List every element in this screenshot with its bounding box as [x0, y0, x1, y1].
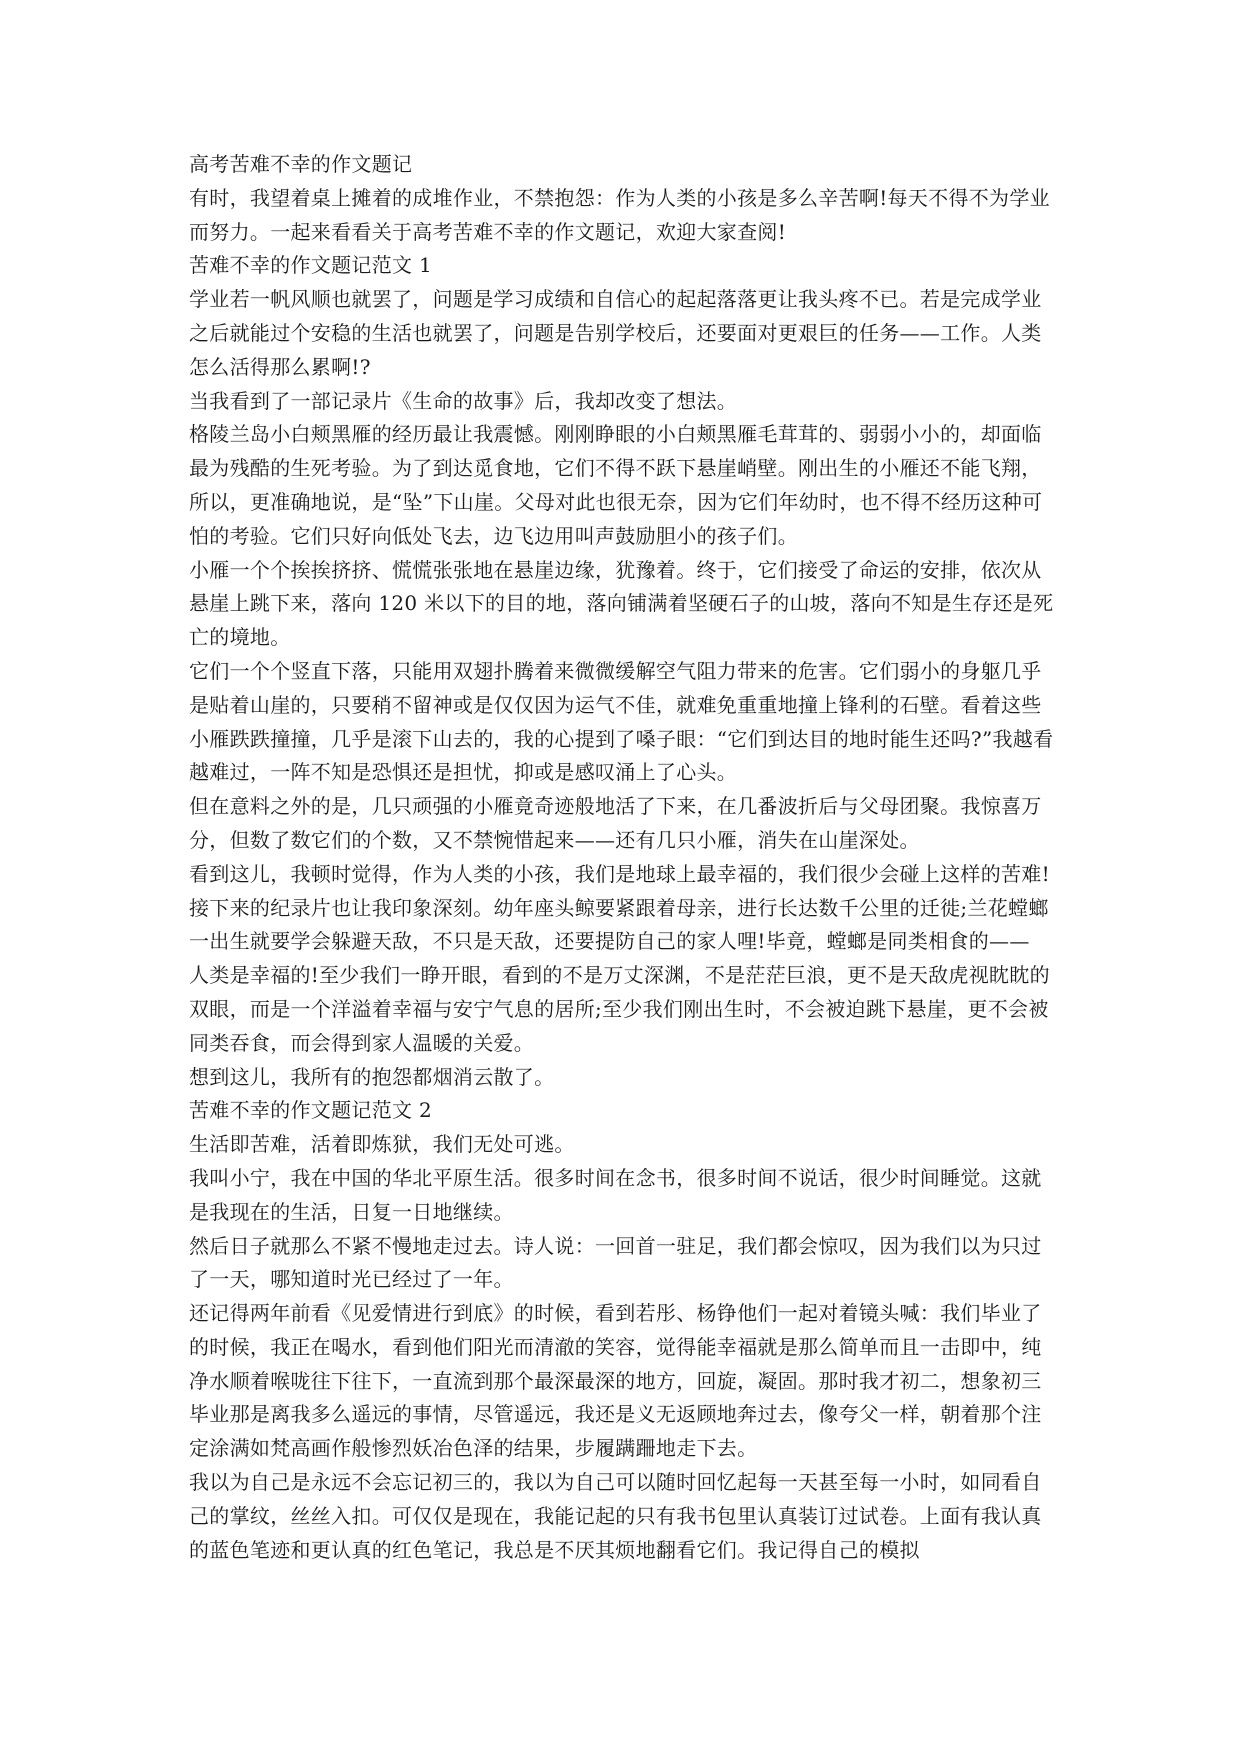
paragraph: 学业若一帆风顺也就罢了，问题是学习成绩和自信心的起起落落更让我头疼不已。若是完成学业之后就能过个安稳的生活也就罢了，问题是告别学校后，还要面对更艰巨的任务——工作。人类怎么活得那么累啊!?: [189, 287, 1042, 379]
section-heading: 苦难不幸的作文题记范文 2: [189, 1098, 432, 1123]
paragraph: 我叫小宁，我在中国的华北平原生活。很多时间在念书，很多时间不说话，很少时间睡觉。这就是我现在的生活，日复一日地继续。: [189, 1165, 1042, 1224]
paragraph: 接下来的纪录片也让我印象深刻。幼年座头鲸要紧跟着母亲，进行长达数千公里的迁徙;兰花螳螂一出生就要学会躲避天敌，不只是天敌，还要提防自己的家人哩!毕竟，螳螂是同类相食的——: [189, 895, 1049, 954]
paragraph: 想到这儿，我所有的抱怨都烟消云散了。: [189, 1064, 555, 1089]
paragraph: 格陵兰岛小白颊黑雁的经历最让我震憾。刚刚睁眼的小白颊黑雁毛茸茸的、弱弱小小的，却面临最为残酷的生死考验。为了到达觅食地，它们不得不跃下悬崖峭壁。刚出生的小雁还不能飞翔，所以，更准确地说，是“坠”下山崖。父母对此也很无奈，因为它们年幼时，也不得不经历这种可怕的考验。它们只好向低处飞去，边飞边用叫声鼓励胆小的孩子们。: [189, 422, 1043, 548]
section-heading: 苦难不幸的作文题记范文 1: [189, 253, 432, 278]
paragraph: 它们一个个竖直下落，只能用双翅扑腾着来微微缓解空气阻力带来的危害。它们弱小的身躯几乎是贴着山崖的，只要稍不留神或是仅仅因为运气不佳，就难免重重地撞上锋利的石壁。看着这些小雁跌跌撞撞，几乎是滚下山去的，我的心提到了嗓子眼：“它们到达目的地时能生还吗?”我越看越难过，一阵不知是恐惧还是担忧，抑或是感叹涌上了心头。: [189, 658, 1054, 785]
paragraph: 人类是幸福的!至少我们一睁开眼，看到的不是万丈深渊，不是茫茫巨浪，更不是天敌虎视眈眈的双眼，而是一个洋溢着幸福与安宁气息的居所;至少我们刚出生时，不会被迫跳下悬崖，更不会被同类吞食，而会得到家人温暖的关爱。: [189, 963, 1050, 1055]
document-page: [189, 148, 1061, 1567]
paragraph: 有时，我望着桌上摊着的成堆作业，不禁抱怨：作为人类的小孩是多么辛苦啊!每天不得不为学业而努力。一起来看看关于高考苦难不幸的作文题记，欢迎大家查阅!: [189, 185, 1050, 244]
paragraph: 小雁一个个挨挨挤挤、慌慌张张地在悬崖边缘，犹豫着。终于，它们接受了命运的安排，依次从悬崖上跳下来，落向 120 米以下的目的地，落向铺满着坚硬石子的山坡，落向不知是生存还是死亡的境地。: [189, 557, 1054, 650]
paragraph: 还记得两年前看《见爱情进行到底》的时候，看到若彤、杨铮他们一起对着镜头喊：我们毕业了的时候，我正在喝水，看到他们阳光而清澈的笑容，觉得能幸福就是那么简单而且一击即中，纯净水顺着喉咙往下往下，一直流到那个最深最深的地方，回旋，凝固。那时我才初二，想象初三毕业那是离我多么遥远的事情，尽管遥远，我还是义无返顾地奔过去，像夸父一样，朝着那个注定涂满如梵高画作般惨烈妖冶色泽的结果，步履蹒跚地走下去。: [189, 1301, 1042, 1461]
document-title: 高考苦难不幸的作文题记: [189, 152, 413, 176]
paragraph: 但在意料之外的是，几只顽强的小雁竟奇迹般地活了下来，在几番波折后与父母团聚。我惊喜万分，但数了数它们的个数，又不禁惋惜起来——还有几只小雁，消失在山崖深处。: [189, 794, 1042, 852]
paragraph: 当我看到了一部记录片《生命的故事》后，我却改变了想法。: [189, 388, 738, 413]
paragraph: 看到这儿，我顿时觉得，作为人类的小孩，我们是地球上最幸福的，我们很少会碰上这样的苦难!: [189, 861, 1050, 886]
paragraph: 然后日子就那么不紧不慢地走过去。诗人说：一回首一驻足，我们都会惊叹，因为我们以为只过了一天，哪知道时光已经过了一年。: [189, 1233, 1042, 1292]
paragraph: 我以为自己是永远不会忘记初三的，我以为自己可以随时回忆起每一天甚至每一小时，如同看自己的掌纹，丝丝入扣。可仅仅是现在，我能记起的只有我书包里认真装订过试卷。上面有我认真的蓝色笔迹和更认真的红色笔记，我总是不厌其烦地翻看它们。我记得自己的模拟: [189, 1470, 1042, 1562]
paragraph: 生活即苦难，活着即炼狱，我们无处可逃。: [189, 1132, 575, 1157]
